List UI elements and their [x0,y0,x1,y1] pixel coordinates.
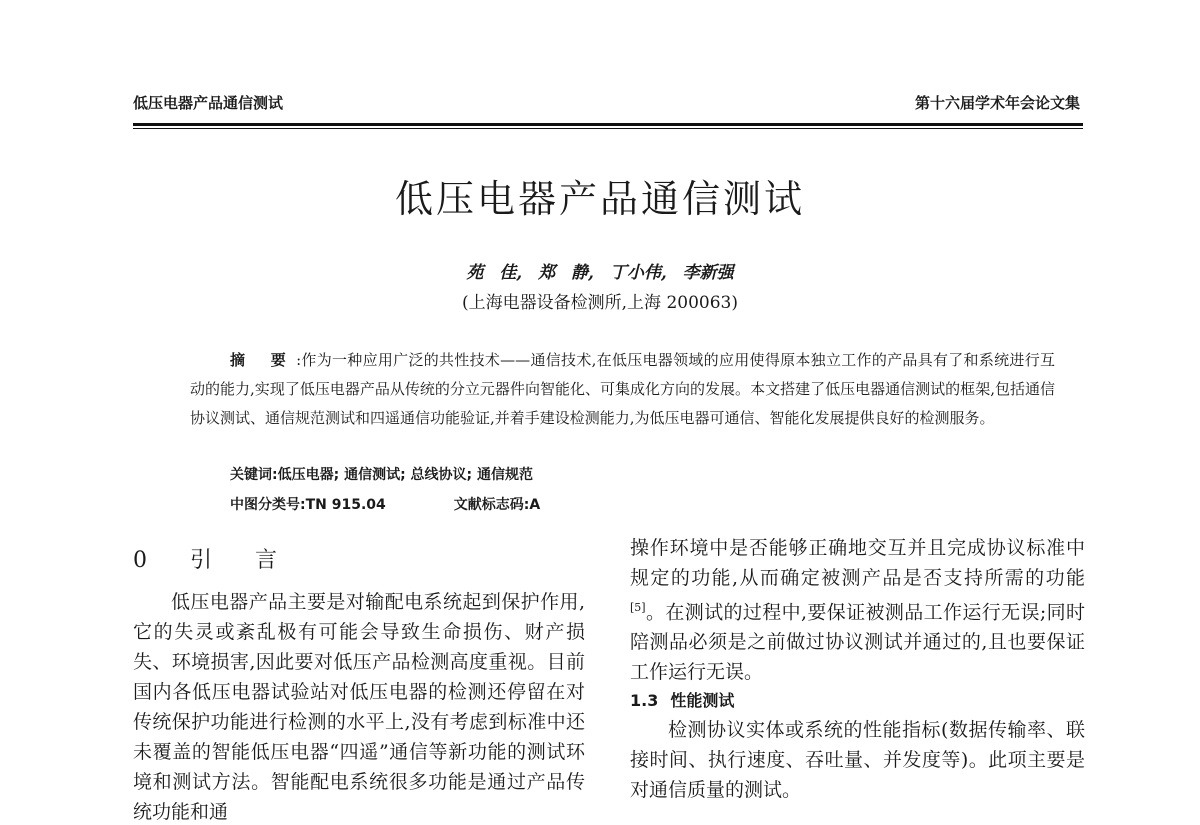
running-title: 低压电器产品通信测试 [133,94,284,112]
header-rule-thick [133,123,1083,126]
abstract [190,346,1055,433]
header-rule-thin [133,128,1083,129]
abstract-label: 摘 要 [230,351,297,369]
right-column [630,533,1085,805]
classification-code: 中图分类号:TN 915.04 [230,497,386,513]
affiliation: (上海电器设备检测所,上海 200063) [462,293,738,313]
paper-title: 低压电器产品通信测试 [394,177,805,221]
classification-line [230,494,540,514]
citation-ref: [5] [630,601,646,614]
subsection-heading-performance [630,687,1085,715]
subsection-number: 1.3 [630,691,659,711]
right-paragraph-1 [630,533,1085,687]
left-column [133,587,585,825]
right-paragraph-1-text: 操作环境中是否能够正确地交互并且完成协议标准中规定的功能,从而确定被测产品是否支持所需的功能 [630,537,1085,589]
intro-paragraph: 低压电器产品主要是对输配电系统起到保护作用,它的失灵或紊乱极有可能会导致生命损伤、财产损失、环境损害,因此要对低压产品检测高度重视。目前国内各低压电器试验站对低压电器的检测还停留在对传统保护功能进行检测的水平上,没有考虑到标准中还未覆盖的智能低压电器“四遥”通信等新功能的测试环境和测试方法。智能配电系统很多功能是通过产品传统功能和通 [133,591,585,823]
right-paragraph-2: 检测协议实体或系统的性能指标(数据传输率、联接时间、执行速度、吞吐量、并发度等)。此项主要是对通信质量的测试。 [630,719,1085,802]
section-heading-introduction: 0 引 言 [133,548,295,573]
proceedings-title: 第十六届学术年会论文集 [914,94,1080,112]
document-mark: 文献标志码:A [453,497,541,513]
keywords: 关键词:低压电器; 通信测试; 总线协议; 通信规范 [230,467,534,483]
authors: 苑 佳, 郑 静, 丁小伟, 李新强 [466,263,734,283]
right-paragraph-1-text-cont: 。在测试的过程中,要保证被测品工作运行无误;同时陪测品必须是之前做过协议测试并通过的,且也要保证工作运行无误。 [630,601,1085,684]
subsection-title: 性能测试 [670,691,735,711]
abstract-text: :作为一种应用广泛的共性技术——通信技术,在低压电器领域的应用使得原本独立工作的产品具有了和系统进行互动的能力,实现了低压电器产品从传统的分立元器件向智能化、可集成化方向的发展。本文搭建了低压电器通信测试的框架,包括通信协议测试、通信规范测试和四遥通信功能验证,并着手建设检测能力,为低压电器可通信、智能化发展提供良好的检测服务。 [190,351,1055,427]
